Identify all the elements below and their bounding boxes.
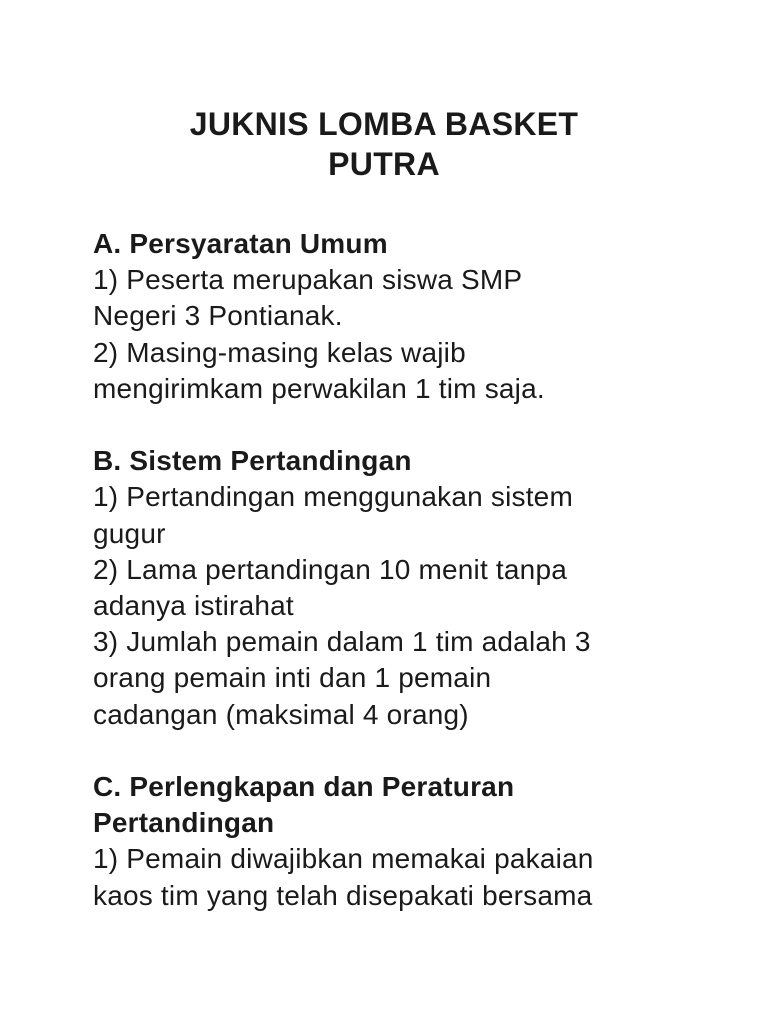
list-item [93, 624, 733, 733]
section-persyaratan-umum [93, 226, 733, 407]
list-item [93, 479, 733, 551]
section-heading-line: C. Perlengkapan dan Peraturan [93, 771, 515, 803]
list-item [93, 262, 733, 334]
section-heading [93, 769, 733, 841]
list-item [93, 841, 733, 913]
list-item [93, 552, 733, 624]
section-heading-line: B. Sistem Pertandingan [93, 445, 412, 477]
title-line: JUKNIS LOMBA BASKET [189, 106, 579, 142]
list-item-line: mengirimkam perwakilan 1 tim saja. [93, 372, 545, 404]
list-item-line: 1) Pertandingan menggunakan sistem [93, 481, 573, 513]
section-heading [93, 443, 733, 479]
list-item-line: 3) Jumlah pemain dalam 1 tim adalah 3 [93, 626, 591, 658]
list-item-line: adanya istirahat [93, 590, 294, 622]
list-item-line: Negeri 3 Pontianak. [93, 300, 343, 332]
section-heading-line: Pertandingan [93, 807, 275, 839]
list-item-line: cadangan (maksimal 4 orang) [93, 698, 469, 730]
section-sistem-pertandingan [93, 443, 733, 733]
section-perlengkapan-peraturan [93, 769, 733, 914]
section-heading-line: A. Persyaratan Umum [93, 228, 388, 259]
document-body [93, 226, 733, 914]
list-item-line: kaos tim yang telah disepakati bersama [93, 879, 593, 911]
list-item-line: orang pemain inti dan 1 pemain [93, 662, 492, 694]
list-item-line: 2) Lama pertandingan 10 menit tanpa [93, 553, 567, 585]
list-item-line: 1) Peserta merupakan siswa SMP [93, 264, 523, 296]
list-item-line: 2) Masing-masing kelas wajib [93, 336, 466, 368]
section-heading [93, 226, 733, 262]
list-item-line: gugur [93, 517, 166, 549]
list-item [93, 335, 733, 407]
list-item-line: 1) Pemain diwajibkan memakai pakaian [93, 843, 594, 875]
document-title [0, 104, 768, 184]
title-line: PUTRA [328, 146, 440, 182]
